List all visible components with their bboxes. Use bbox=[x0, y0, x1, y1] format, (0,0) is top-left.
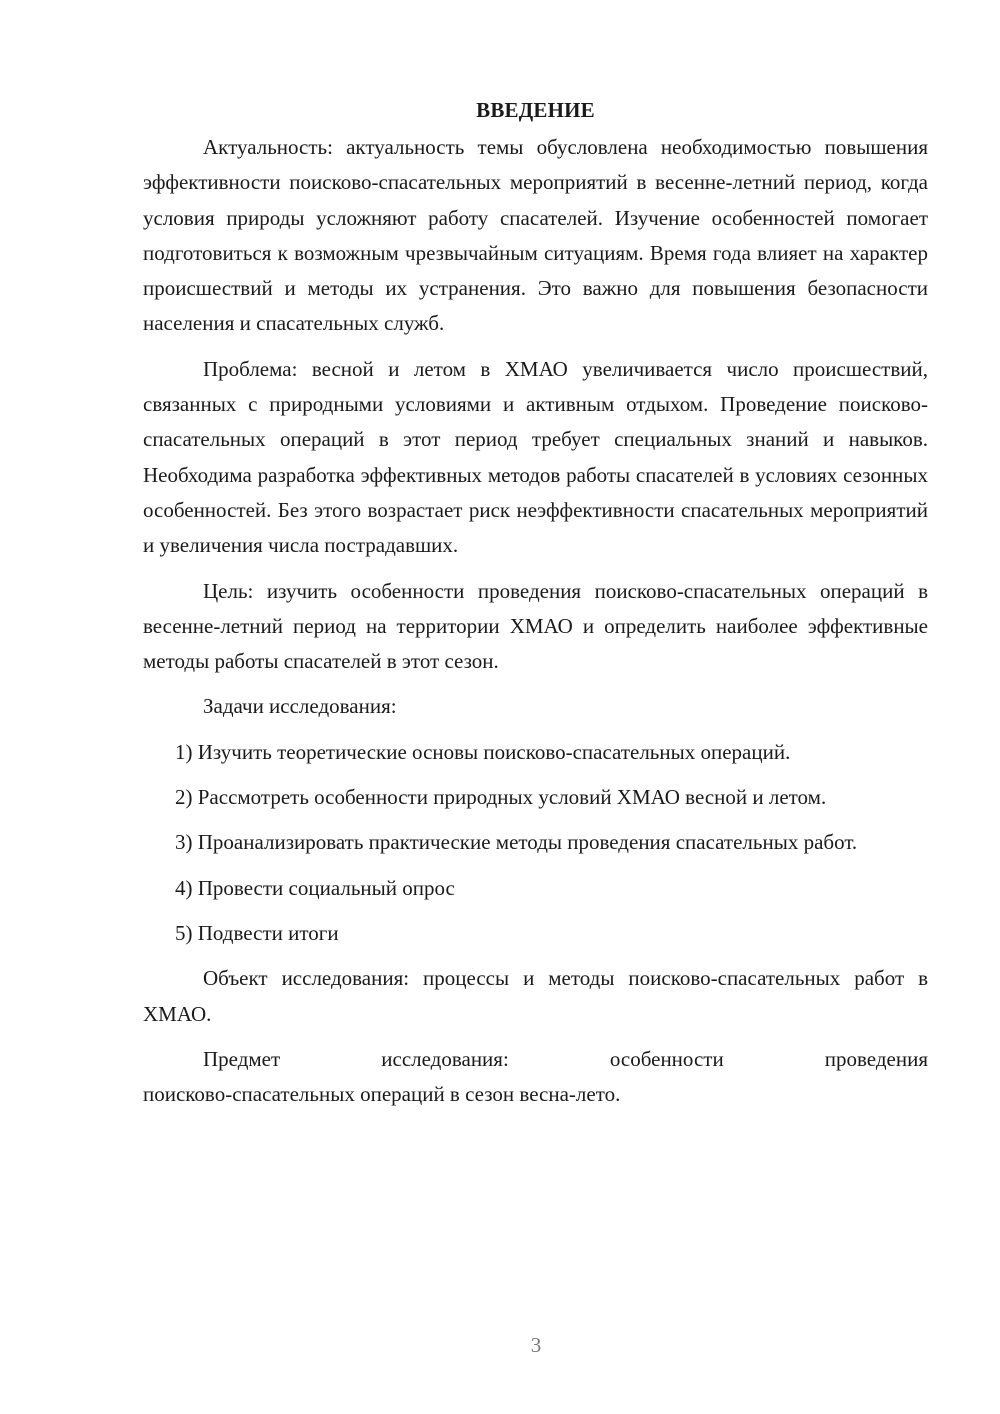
page-number: 3 bbox=[530, 1333, 542, 1357]
document-page bbox=[143, 96, 928, 1122]
task-item-3: 3) Проанализировать практические методы проведения спасательных работ. bbox=[175, 830, 858, 855]
paragraph-subject-line1: Предмет исследования: особенности проведения bbox=[203, 1046, 928, 1071]
task-item-1: 1) Изучить теоретические основы поисково-спасательных операций. bbox=[175, 739, 791, 764]
paragraph-object: Объект исследования: процессы и методы поисково-спасательных работ в ХМАО. bbox=[143, 966, 928, 1026]
section-heading: ВВЕДЕНИЕ bbox=[476, 98, 595, 122]
paragraph-relevance: Актуальность: актуальность темы обусловлена необходимостью повышения эффективности поисково-спасательных мероприятий в весенне-летний период, когда условия природы усложняют работу спасателей. Изучение особенностей помогает подготовиться к возможным чрезвычайным ситуациям. Время года влияет на характер происшествий и методы их устранения. Это важно для повышения безопасности населения и спасательных служб. bbox=[143, 135, 928, 336]
task-item-4: 4) Провести социальный опрос bbox=[175, 875, 455, 900]
paragraph-problem: Проблема: весной и летом в ХМАО увеличивается число происшествий, связанных с природными условиями и активным отдыхом. Проведение поисково-спасательных операций в этот период требует специальных знаний и навыков. Необходима разработка эффективных методов работы спасателей в условиях сезонных особенностей. Без этого возрастает риск неэффективности спасательных мероприятий и увеличения числа пострадавших. bbox=[143, 356, 928, 558]
task-item-2: 2) Рассмотреть особенности природных условий ХМАО весной и летом. bbox=[175, 785, 827, 810]
task-item-5: 5) Подвести итоги bbox=[175, 920, 339, 945]
paragraph-goal: Цель: изучить особенности проведения поисково-спасательных операций в весенне-летний период на территории ХМАО и определить наиболее эффективные методы работы спасателей в этот сезон. bbox=[143, 578, 928, 674]
paragraph-subject-line2: поисково-спасательных операций в сезон весна-лето. bbox=[143, 1082, 621, 1107]
paragraph-tasks-title: Задачи исследования: bbox=[203, 694, 397, 719]
